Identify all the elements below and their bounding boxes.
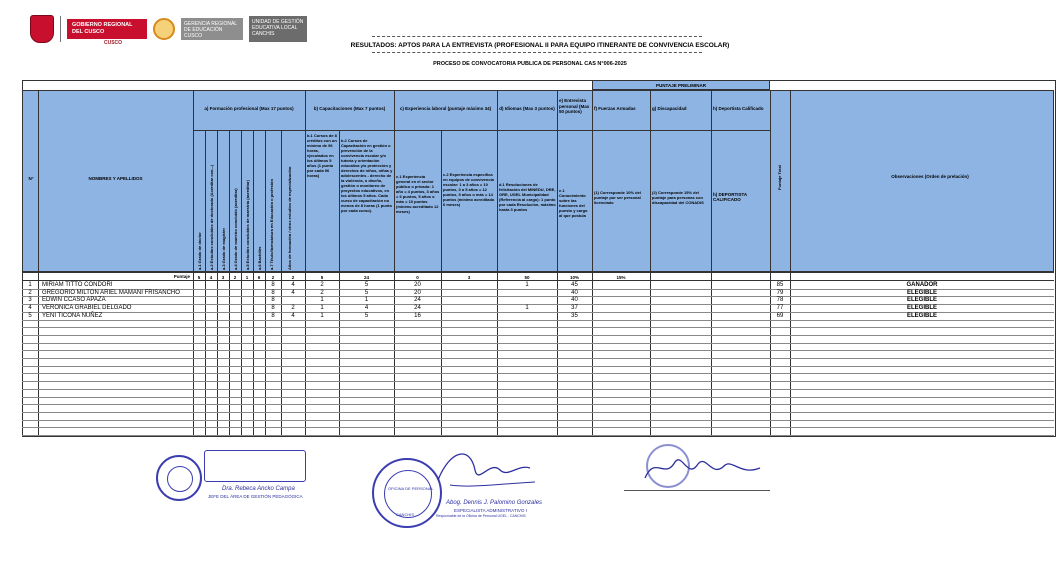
row-line bbox=[22, 358, 1054, 359]
cell-c1: 20 bbox=[414, 282, 421, 288]
max-points-cell: 6 bbox=[257, 275, 261, 280]
group-h-header: h) Deportista Calificado bbox=[713, 106, 764, 111]
cell-name: GREGORIO MILTON ARIEL MAMANI FRISANCHO bbox=[42, 289, 180, 296]
peru-shield-icon bbox=[30, 15, 54, 43]
cell-b1: 1 bbox=[320, 312, 324, 319]
stamp-left-icon bbox=[156, 455, 202, 501]
col-line bbox=[38, 90, 39, 435]
cell-b1: 1 bbox=[320, 305, 324, 312]
group-e-header: e) Entrevista personal (Max 50 puntos) bbox=[559, 98, 590, 114]
a5-header: a.5 Estudios concluidos de maestría (acreditar) bbox=[245, 180, 250, 270]
max-points-cell: 3 bbox=[467, 275, 471, 280]
cell-b1: 1 bbox=[320, 297, 324, 304]
cell-c1: 16 bbox=[414, 312, 421, 319]
max-points-cell: 2 bbox=[271, 275, 275, 280]
stamp2-text: OFICINA DE PERSONAL bbox=[388, 486, 434, 491]
signature-center-icon bbox=[430, 440, 540, 500]
cell-e1: 37 bbox=[571, 305, 578, 312]
header-bottom-line bbox=[22, 272, 1054, 273]
row-line bbox=[22, 335, 1054, 336]
cell-n: 1 bbox=[28, 282, 32, 288]
col-line bbox=[650, 90, 651, 435]
a6-header: a.6 Bachiller bbox=[257, 246, 262, 270]
e1-header: e.1 Conocimiento sobre las funciones del puesto y cargo al que postula bbox=[559, 188, 588, 218]
cell-a8: 4 bbox=[291, 289, 295, 296]
row-line bbox=[22, 404, 1054, 405]
process-title: PROCESO DE CONVOCATORIA PUBLICA DE PERSONAL CAS N°006-2025 bbox=[433, 61, 627, 67]
total-header: Puntaje Total bbox=[777, 165, 782, 190]
sig2-role: ESPECIALISTA ADMINISTRATIVO I bbox=[454, 508, 527, 513]
col-names-header: NOMBRES Y APELLIDOS bbox=[88, 176, 143, 181]
cell-c1: 24 bbox=[414, 305, 421, 312]
cell-name: MIRIAM TITTO CONDORI bbox=[42, 282, 113, 288]
cell-obs: ELEGIBLE bbox=[906, 305, 937, 312]
cell-total: 78 bbox=[776, 297, 784, 304]
a2-header: a.2 Estudios concluidos de doctorado (Acreditar con...) bbox=[209, 164, 214, 270]
gobierno-regional-logo: GOBIERNO REGIONAL DEL CUSCO bbox=[67, 19, 147, 39]
b2-header: b.2 Cursos de Capacitación en gestión o prevención de la convivencia escolar y/o tutoría y orientación educativa y/o protección y derechos de niños, niñas y adolescentes - derecho de la violencia, o diseño, gestión o monitoreo de proyectos educativos, en los últimos 5 años. Cada curso de capacitación no menos de 8 horas (1 punto por cada curso). bbox=[341, 138, 393, 213]
gerencia-label: GERENCIA REGIONAL DE EDUCACIÓN CUSCO bbox=[181, 18, 243, 40]
a3-header: a.3 Grado de magíster bbox=[221, 227, 226, 270]
h1-header: h) DEPORTISTA CALIFICADO bbox=[713, 192, 747, 202]
a1-header: a.1 Grado de doctor bbox=[197, 232, 202, 270]
max-points-cell: 5 bbox=[197, 275, 201, 280]
d1-header: d.1 Resoluciones de felicitación del MINEDU, DRE, GRE, UGEL Municipalidad (Referencia al cargo): 1 punto por cada Resolución, máximo hasta 3 puntos bbox=[499, 182, 556, 212]
header-logos bbox=[30, 12, 307, 46]
max-points-cell: 2 bbox=[291, 275, 295, 280]
title-dash-bottom bbox=[372, 52, 702, 53]
f1-header: (1) Corresponde 10% del puntaje por ser personal licenciado bbox=[594, 190, 641, 205]
cell-a7: 8 bbox=[271, 289, 275, 296]
max-points-cell: 3 bbox=[221, 275, 225, 280]
row-line bbox=[22, 381, 1054, 382]
group-g-header: g) Discapacidad bbox=[652, 106, 687, 111]
cell-name: VERONICA GRABIEL DELGADO bbox=[42, 305, 132, 312]
cell-n: 4 bbox=[28, 305, 32, 312]
cell-a7: 8 bbox=[271, 282, 275, 288]
sig1-name: Dra. Rebeca Ancko Campa bbox=[222, 486, 295, 492]
max-points-cell: 0 bbox=[416, 275, 419, 280]
cell-total: 69 bbox=[776, 312, 784, 319]
cell-obs: ELEGIBLE bbox=[906, 289, 937, 296]
gerencia-seal-icon bbox=[153, 18, 175, 40]
sig2-sub: Responsable de la Oficina de Personal UGEL - CANCHIS bbox=[436, 514, 526, 518]
col-line bbox=[770, 90, 771, 435]
cell-e1: 35 bbox=[571, 312, 578, 319]
col-line bbox=[497, 90, 498, 435]
col-line bbox=[592, 90, 593, 435]
puntaje-preliminar-band bbox=[592, 80, 770, 90]
cell-b2: 5 bbox=[364, 312, 369, 319]
group-b-header: b) Capacitaciones (Max 7 puntos) bbox=[313, 106, 386, 111]
col-line bbox=[193, 90, 194, 435]
cell-name: EDWIN CCASO APAZA bbox=[42, 297, 106, 304]
signature-right-line bbox=[624, 490, 770, 491]
row-line bbox=[22, 435, 1054, 436]
cell-e1: 40 bbox=[571, 289, 578, 296]
cell-a7: 8 bbox=[271, 297, 275, 304]
cusco-label: CUSCO bbox=[104, 40, 123, 46]
a7-header: a.7 Título/licenciatura en Educación o profesión bbox=[269, 179, 274, 270]
row-line bbox=[22, 373, 1054, 374]
cell-n: 2 bbox=[28, 289, 32, 296]
max-points-cell: 10% bbox=[569, 275, 579, 280]
cell-c1: 20 bbox=[414, 289, 421, 296]
c2-header: c.2 Experiencia específica en equipos de convivencia escolar: 1 a 3 años = 10 puntos, 3 a 5 años = 12 puntos, 5 años o más = 14 puntos (mínimo acreditado 6 meses) bbox=[443, 172, 495, 207]
results-title: RESULTADOS: APTOS PARA LA ENTREVISTA (PROFESIONAL II PARA EQUIPO ITINERANTE DE CONVIVENCIA ESCOLAR) bbox=[350, 42, 730, 49]
col-line bbox=[790, 90, 791, 435]
cell-a8: 2 bbox=[291, 305, 295, 312]
max-points-cell: 2 bbox=[233, 275, 237, 280]
col-line bbox=[711, 90, 712, 435]
title-dash-top bbox=[372, 36, 702, 37]
cell-name: YENI TICONA NUÑEZ bbox=[42, 312, 103, 319]
cell-d1: 1 bbox=[525, 305, 529, 312]
b1-header: b.1 Cursos de 8 créditos con un mínimo de 96 horas, ejecutados en los últimos 5 años (1 punto por cada 96 horas) bbox=[307, 133, 337, 178]
cell-e1: 40 bbox=[571, 297, 578, 304]
col-num-header: N° bbox=[28, 176, 34, 181]
puntaje-preliminar-label: PUNTAJE PRELIMINAR bbox=[656, 83, 706, 88]
group-f-header: f) Fuerzas Armadas bbox=[594, 106, 636, 111]
cell-b1: 2 bbox=[320, 289, 324, 296]
stamp-left-rect-icon bbox=[204, 450, 306, 482]
cell-n: 3 bbox=[28, 297, 32, 304]
group-a-header: a) Formación profesional (Max 17 puntos) bbox=[204, 106, 294, 111]
group-c-header: c) Experiencia laboral (puntaje máximo 34) bbox=[399, 106, 492, 111]
cell-obs: ELEGIBLE bbox=[906, 312, 937, 319]
puntaje-label: Puntaje bbox=[173, 274, 190, 279]
cell-total: 77 bbox=[776, 305, 784, 312]
row-line bbox=[22, 350, 1054, 351]
cell-obs: GANADOR bbox=[906, 282, 938, 288]
cell-b1: 2 bbox=[320, 282, 324, 288]
cell-a7: 8 bbox=[271, 305, 275, 312]
row-line bbox=[22, 366, 1054, 367]
header-divider bbox=[60, 16, 61, 42]
g1-header: (2) Corresponde 15% del puntaje para personas con discapacidad del CONADIS bbox=[652, 190, 704, 205]
cell-a7: 8 bbox=[271, 312, 275, 319]
max-points-cell: 1 bbox=[245, 275, 249, 280]
cell-n: 5 bbox=[28, 312, 32, 319]
cell-total: 79 bbox=[776, 289, 784, 296]
sig2-name: Abog. Dennis J. Palomino Gonzales bbox=[446, 500, 543, 506]
max-points-cell: 15% bbox=[616, 275, 626, 280]
header-row-line bbox=[193, 130, 770, 131]
a4-header: a.4 Grado de maestro concluido (acreditar) bbox=[233, 188, 238, 270]
row-line bbox=[22, 412, 1054, 413]
row-line bbox=[22, 343, 1054, 344]
col-line bbox=[305, 90, 306, 435]
max-points-cell: 5 bbox=[320, 275, 324, 280]
cell-obs: ELEGIBLE bbox=[906, 297, 937, 304]
cell-b2: 5 bbox=[364, 289, 369, 296]
row-line bbox=[22, 427, 1054, 428]
max-points-cell: 50 bbox=[524, 275, 530, 280]
row-line bbox=[22, 327, 1054, 328]
sig1-role: JEFE DEL ÁREA DE GESTIÓN PEDAGÓGICA bbox=[208, 494, 303, 499]
cell-c1: 24 bbox=[414, 297, 421, 304]
group-d-header: d) Idiomas (Max 3 puntos) bbox=[499, 106, 555, 111]
cell-a8: 4 bbox=[291, 312, 295, 319]
col-line bbox=[557, 90, 558, 435]
ugel-label: UNIDAD DE GESTIÓN EDUCATIVA LOCAL CANCHIS bbox=[249, 16, 307, 42]
stamp2-city: CANCHIS bbox=[396, 512, 415, 517]
signature-right-icon bbox=[640, 450, 770, 490]
row-line bbox=[22, 420, 1054, 421]
cell-total: 85 bbox=[776, 282, 784, 288]
cell-e1: 45 bbox=[571, 282, 578, 288]
row-line bbox=[22, 397, 1054, 398]
cell-b2: 1 bbox=[364, 297, 369, 304]
cell-a8: 4 bbox=[291, 282, 295, 288]
max-points-cell: 4 bbox=[209, 275, 213, 280]
row-line bbox=[22, 389, 1054, 390]
cell-b2: 4 bbox=[364, 305, 369, 312]
cell-d1: 1 bbox=[525, 282, 529, 288]
obs-header: Observaciones (Orden de prelación) bbox=[891, 174, 969, 179]
c1-header: c.1 Experiencia general en el sector público o privado: 1 año = 4 puntos, 3 años = 6 puntos, 5 años o más = 10 puntos (mínimo acreditado 12 meses) bbox=[396, 174, 440, 214]
a8-header: Años de formación / otros estudios de especialización bbox=[287, 166, 292, 270]
cell-b2: 5 bbox=[364, 282, 369, 288]
max-points-cell: 24 bbox=[363, 275, 369, 280]
col-line bbox=[394, 90, 395, 435]
